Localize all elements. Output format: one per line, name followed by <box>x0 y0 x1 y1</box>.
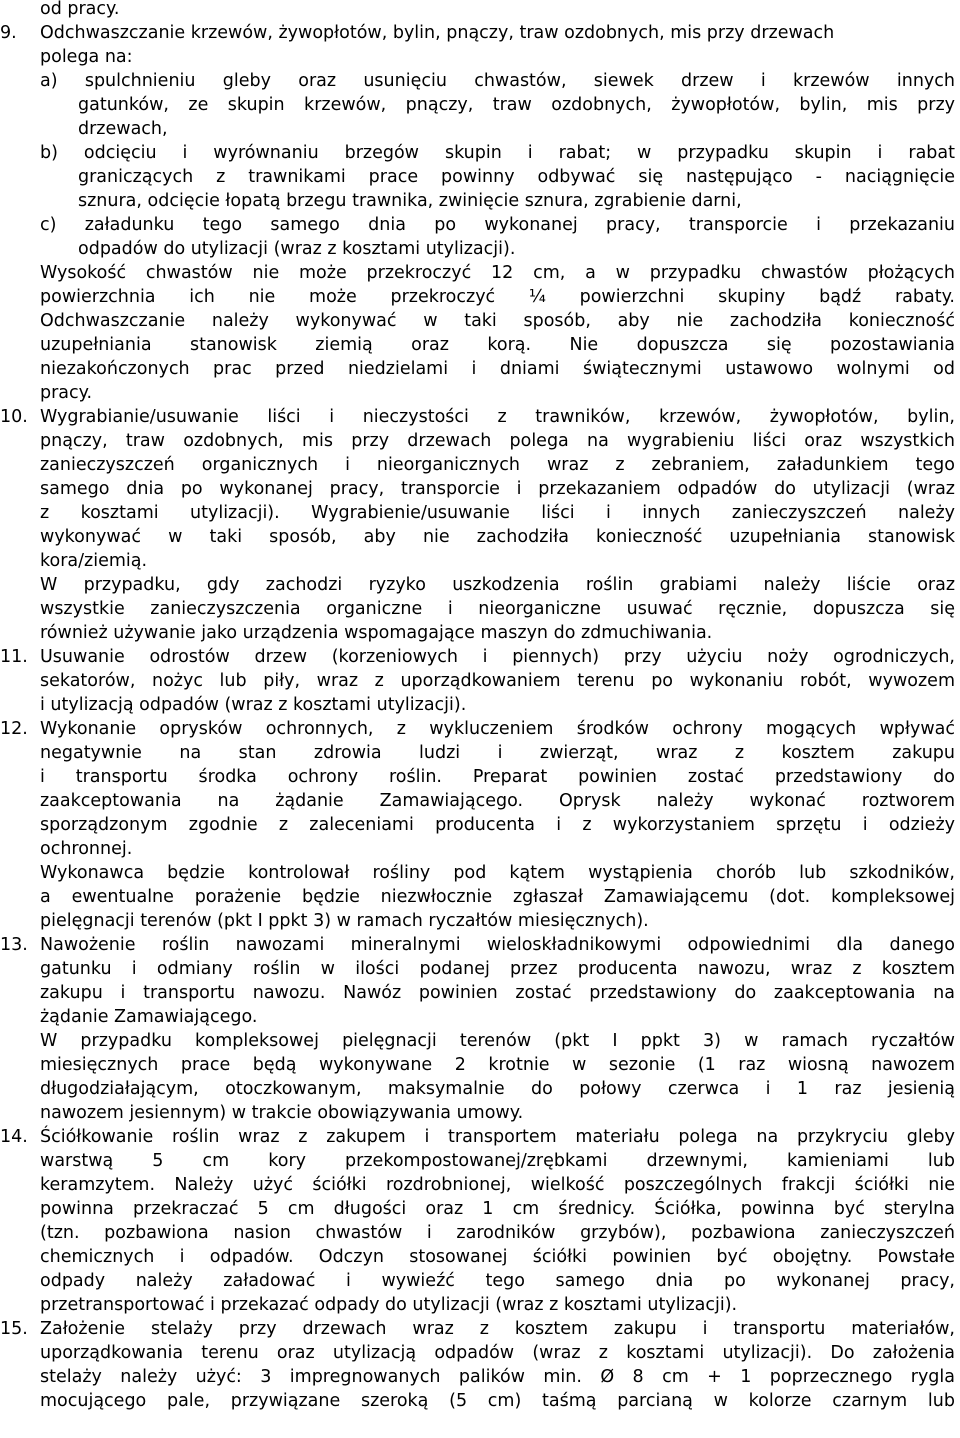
list-number: 11. <box>0 647 28 667</box>
text-line: Wygrabianie/usuwanie liści i nieczystości z trawników, krzewów, żywopłotów, bylin, <box>40 407 955 427</box>
text-line: zanieczyszczeń organicznych i nieorganicznych wraz z zebraniem, załadunkiem tego <box>40 455 955 475</box>
text-line: negatywnie na stan zdrowia ludzi i zwierząt, wraz z kosztem zakupu <box>40 743 955 763</box>
text-line: gatunku i odmiany roślin w ilości podanej przez producenta nawozu, wraz z kosztem <box>40 959 955 979</box>
text-line: przetransportować i przekazać odpady do utylizacji (wraz z kosztami utylizacji). <box>40 1295 738 1315</box>
text-line: długodziałającym, otoczkowanym, maksymalnie do połowy czerwca i 1 raz jesienią <box>40 1079 955 1099</box>
text-line: drzewach, <box>78 119 168 139</box>
text-line: sporządzonym zgodnie z zaleceniami producenta i z wykorzystaniem sprzętu i odzieży <box>40 815 955 835</box>
text-line: Ściółkowanie roślin wraz z zakupem i transportem materiału polega na przykryciu gleby <box>40 1127 955 1147</box>
text-line: pracy. <box>40 383 93 403</box>
text-line: pnączy, traw ozdobnych, mis przy drzewach polega na wygrabieniu liści oraz wszystkich <box>40 431 955 451</box>
text-line: a) spulchnieniu gleby oraz usunięciu chwastów, siewek drzew i krzewów innych <box>40 71 955 91</box>
text-line: mocującego pale, przywiązane szeroką (5 cm) taśmą parcianą w kolorze czarnym lub <box>40 1391 955 1411</box>
text-line: Odchwaszczanie krzewów, żywopłotów, bylin, pnączy, traw ozdobnych, mis przy drzewach <box>40 23 835 43</box>
text-line: gatunków, ze skupin krzewów, pnączy, traw ozdobnych, żywopłotów, bylin, mis przy <box>78 95 955 115</box>
list-number: 9. <box>0 23 17 43</box>
list-number: 14. <box>0 1127 28 1147</box>
text-line: polega na: <box>40 47 133 67</box>
text-line: Wykonawca będzie kontrolował rośliny pod kątem wystąpienia chorób lub szkodników, <box>40 863 955 883</box>
text-line: i transportu środka ochrony roślin. Preparat powinien zostać przedstawiony do <box>40 767 955 787</box>
text-line: zaakceptowania na żądanie Zamawiającego. Oprysk należy wykonać roztworem <box>40 791 955 811</box>
text-line: i utylizacją odpadów (wraz z kosztami utylizacji). <box>40 695 467 715</box>
text-line: pielęgnacji terenów (pkt I ppkt 3) w ramach ryczałtów miesięcznych). <box>40 911 649 931</box>
list-number: 15. <box>0 1319 28 1339</box>
text-line: od pracy. <box>40 0 120 19</box>
text-line: c) załadunku tego samego dnia po wykonanej pracy, transporcie i przekazaniu <box>40 215 955 235</box>
text-line: odpady należy załadować i wywieźć tego samego dnia po wykonanej pracy, <box>40 1271 955 1291</box>
text-line: wykonywać w taki sposób, aby nie zachodziła konieczność uzupełniania stanowisk <box>40 527 955 547</box>
list-number: 10. <box>0 407 28 427</box>
text-line: stelaży należy użyć: 3 impregnowanych palików min. Ø 8 cm + 1 poprzecznego rygla <box>40 1367 955 1387</box>
text-line: samego dnia po wykonanej pracy, transporcie i przekazaniem odpadów do utylizacji (wraz <box>40 479 955 499</box>
list-number: 13. <box>0 935 28 955</box>
text-line: miesięcznych prace będą wykonywane 2 krotnie w sezonie (1 raz wiosną nawozem <box>40 1055 955 1075</box>
text-line: chemicznych i odpadów. Odczyn stosowanej ściółki powinien być obojętny. Powstałe <box>40 1247 955 1267</box>
text-line: a ewentualne porażenie będzie niezwłocznie zgłaszał Zamawiającemu (dot. kompleksowej <box>40 887 955 907</box>
text-line: Odchwaszczanie należy wykonywać w taki sposób, aby nie zachodziła konieczność <box>40 311 955 331</box>
text-line: Usuwanie odrostów drzew (korzeniowych i piennych) przy użyciu noży ogrodniczych, <box>40 647 955 667</box>
text-line: kora/ziemią. <box>40 551 148 571</box>
text-line: keramzytem. Należy użyć ściółki rozdrobnionej, wielkość poszczególnych frakcji ściółki nie <box>40 1175 955 1195</box>
text-line: ochronnej. <box>40 839 133 859</box>
text-line: W przypadku kompleksowej pielęgnacji terenów (pkt I ppkt 3) w ramach ryczałtów <box>40 1031 955 1051</box>
text-line: graniczących z trawnikami prace powinny odbywać się następująco - naciągnięcie <box>78 167 955 187</box>
text-line: Wysokość chwastów nie może przekroczyć 12 cm, a w przypadku chwastów płożących <box>40 263 955 283</box>
text-line: W przypadku, gdy zachodzi ryzyko uszkodzenia roślin grabiami należy liście oraz <box>40 575 955 595</box>
text-line: również używanie jako urządzenia wspomagające maszyn do zdmuchiwania. <box>40 623 713 643</box>
text-line: zakupu i transportu nawozu. Nawóz powinien zostać przedstawiony do zaakceptowania na <box>40 983 955 1003</box>
text-line: żądanie Zamawiającego. <box>40 1007 258 1027</box>
text-line: uporządkowania terenu oraz utylizacją odpadów (wraz z kosztami utylizacji). Do założenia <box>40 1343 955 1363</box>
text-line: niezakończonych prac przed niedzielami i dniami świątecznymi ustawowo wolnymi od <box>40 359 955 379</box>
text-line: Nawożenie roślin nawozami mineralnymi wieloskładnikowymi odpowiednimi dla danego <box>40 935 955 955</box>
text-line: nawozem jesiennym) w trakcie obowiązywania umowy. <box>40 1103 524 1123</box>
text-line: b) odcięciu i wyrównaniu brzegów skupin i rabat; w przypadku skupin i rabat <box>40 143 955 163</box>
text-line: wszystkie zanieczyszczenia organiczne i nieorganiczne usuwać ręcznie, dopuszcza się <box>40 599 955 619</box>
text-line: z kosztami utylizacji). Wygrabienie/usuwanie liści i innych zanieczyszczeń należy <box>40 503 955 523</box>
text-line: sznura, odcięcie łopatą brzegu trawnika, zwinięcie sznura, zgrabienie darni, <box>78 191 742 211</box>
text-line: uzupełniania stanowisk ziemią oraz korą. Nie dopuszcza się pozostawiania <box>40 335 955 355</box>
list-number: 12. <box>0 719 28 739</box>
text-line: powinna przekraczać 5 cm długości oraz 1 cm średnicy. Ściółka, powinna być sterylna <box>40 1199 955 1219</box>
text-line: warstwą 5 cm kory przekompostowanej/zrębkami drzewnymi, kamieniami lub <box>40 1151 955 1171</box>
text-line: Wykonanie oprysków ochronnych, z wykluczeniem środków ochrony mogących wpływać <box>40 719 955 739</box>
text-line: powierzchnia ich nie może przekroczyć ¼ powierzchni skupiny bądź rabaty. <box>40 287 955 307</box>
text-line: sekatorów, nożyc lub piły, wraz z uporządkowaniem terenu po wykonaniu robót, wywozem <box>40 671 955 691</box>
text-line: odpadów do utylizacji (wraz z kosztami utylizacji). <box>78 239 516 259</box>
text-line: Założenie stelaży przy drzewach wraz z kosztem zakupu i transportu materiałów, <box>40 1319 955 1339</box>
text-line: (tzn. pozbawiona nasion chwastów i zarodników grzybów), pozbawiona zanieczyszczeń <box>40 1223 955 1243</box>
